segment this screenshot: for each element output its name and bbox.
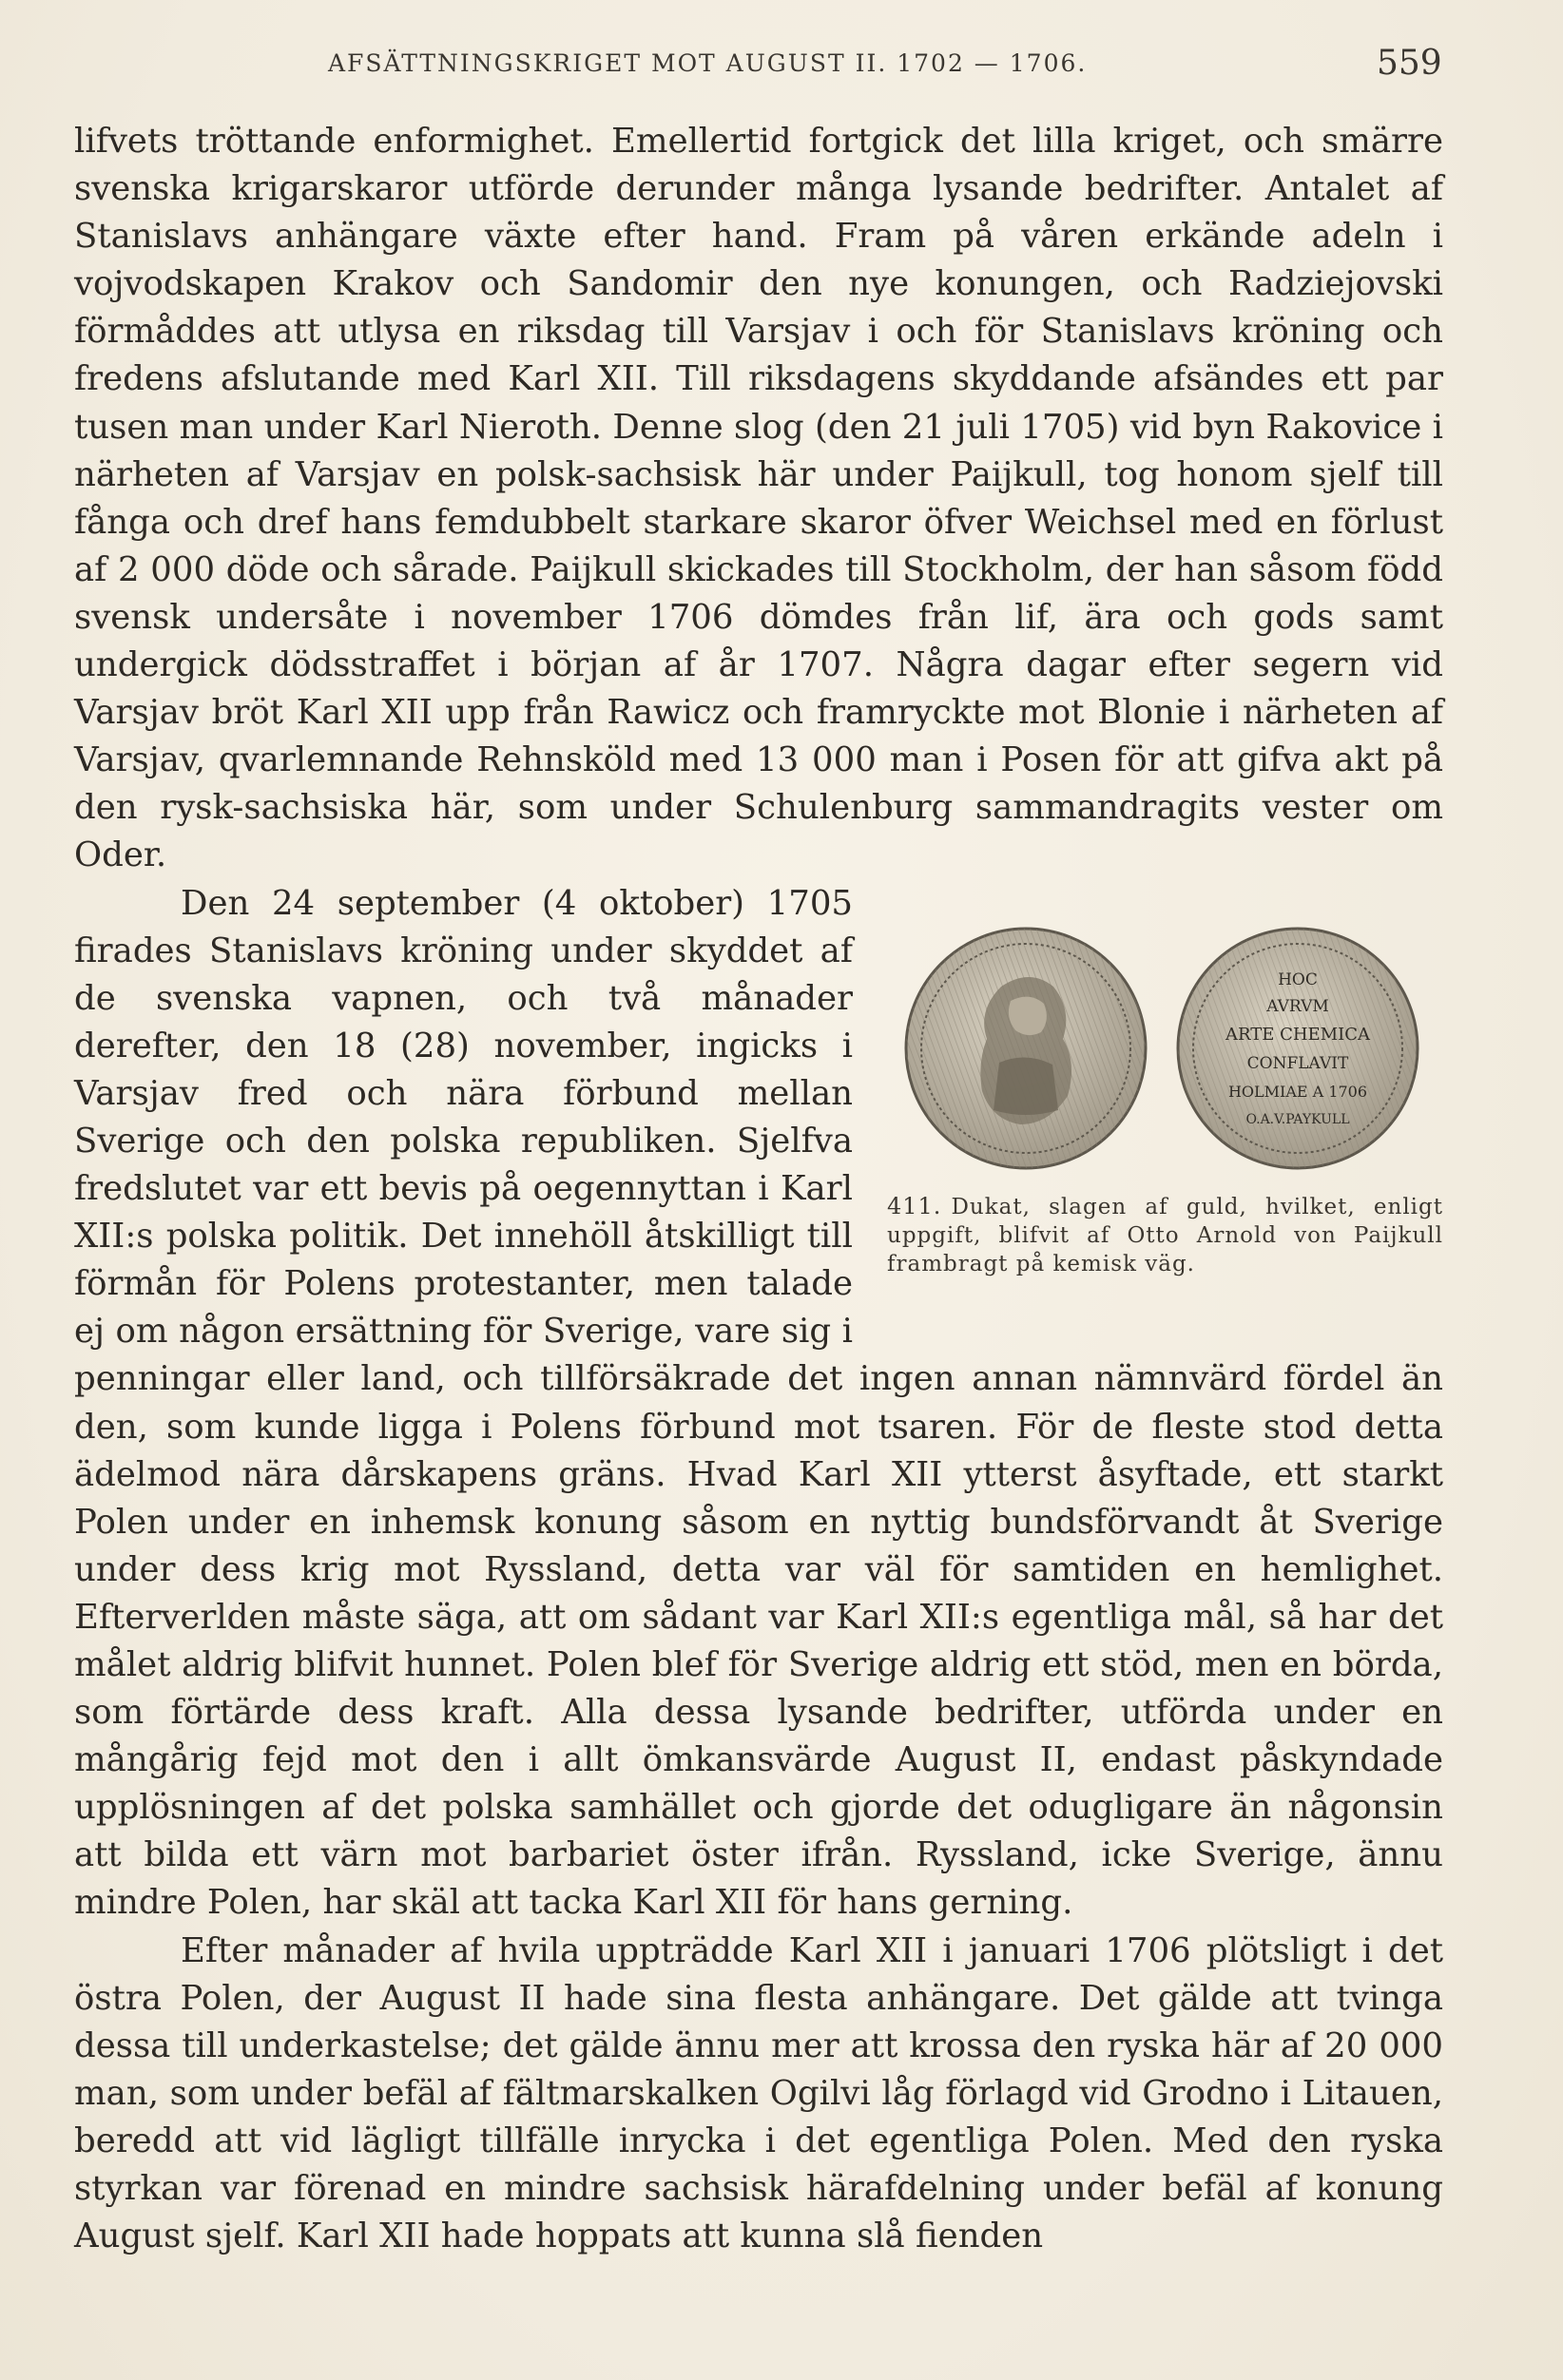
coin-illustration [887, 920, 1443, 1177]
paragraph-2: Den 24 september (4 oktober) 1705 firades Stanislavs kröning under skyddet af de svenska vapnen, och två månader derefter, den 18 (28) november, ingicks i Varsjav fred och nära förbund mellan Sverige och den polska republiken. Sjelfva fredslutet var ett bevis på oegennyttan i Karl XII:s polska politik. Det innehöll åtskilligt till förmån för Polens protestanter, men talade ej om någon ersättning för Sverige, vare sig i penningar eller land, och tillförsäkrade det ingen annan nämnvärd fördel än den, som kunde ligga i Polens förbund mot tsaren. För de fleste stod detta ädelmod nära dårskapens gräns. Hvad Karl XII ytterst åsyftade, ett starkt Polen under en inhemsk konung såsom en nyttig bundsförvandt åt Sverige under dess krig mot Ryssland, detta var väl för samtiden en hemlighet. Efterverlden måste säga, att om sådant var Karl XII:s egentliga mål, så har det målet aldrig blifvit hunnet. Polen blef för Sverige aldrig ett stöd, men en börda, som förtärde dess kraft. Alla dessa lysande bedrifter, utförda under en mångårig fejd mot den i allt ömkansvärde August II, endast påskyndade upplösningen af det polska samhället och gjorde det odugligare än någonsin att bilda ett värn mot barbariet öster ifrån. Ryssland, icke Sverige, ännu mindre Polen, har skäl att tacka Karl XII för hans gerning. [74, 883, 1443, 1923]
paragraph-3: Efter månader af hvila uppträdde Karl XII i januari 1706 plötsligt i det östra Polen, der August II hade sina flesta anhängare. Det gälde att tvinga dessa till underkastelse; det gälde ännu mer att krossa den ryska här af 20 000 man, som under befäl af fältmarskalken Ogilvi låg förlagd vid Grodno i Litauen, beredd att vid lägligt tillfälle inrycka i det egentliga Polen. Med den ryska styrkan var förenad en mindre sachsisk härafdelning under befäl af konung August sjelf. Karl XII hade hoppats att kunna slå fienden [74, 1930, 1443, 2256]
coin-reverse [1178, 929, 1418, 1168]
coin-line-3: ARTE CHEMICA [1225, 1024, 1371, 1045]
figure-caption-text: Dukat, slagen af guld, hvilket, enligt uppgift, blifvit af Otto Arnold von Paijkull frambragt på kemisk väg. [887, 1194, 1443, 1276]
coin-obverse [906, 929, 1146, 1168]
figure-caption [887, 1192, 1443, 1278]
page-number: 559 [1377, 44, 1442, 83]
coin-line-6: O.A.V.PAYKULL [1245, 1111, 1350, 1127]
figure-number: 411. [887, 1192, 942, 1219]
paragraph-1: lifvets tröttande enformighet. Emellertid fortgick det lilla kriget, och smärre svenska krigarskaror utförde derunder många lysande bedrifter. Antalet af Stanislavs anhängare växte efter hand. Fram på våren erkände adeln i vojvodskapen Krakov och Sandomir den nye konungen, och Radziejovski förmåddes att utlysa en riksdag till Varsjav i och för Stanislavs kröning och fredens afslutande med Karl XII. Till riksdagens skyddande afsändes ett par tusen man under Karl Nieroth. Denne slog (den 21 juli 1705) vid byn Rakovice i närheten af Varsjav en polsk-sachsisk här under Paijkull, tog honom sjelf till fånga och dref hans femdubbelt starkare skaror öfver Weichsel med en förlust af 2 000 döde och sårade. Paijkull skickades till Stockholm, der han såsom född svensk undersåte i november 1706 dömdes från lif, ära och gods samt undergick dödsstraffet i början af år 1707. Några dagar efter segern vid Varsjav bröt Karl XII upp från Rawicz och framryckte mot Blonie i närheten af Varsjav, qvarlemnande Rehnsköld med 13 000 man i Posen för att gifva akt på den rysk-sachsiska här, som under Schulenburg sammandragits vester om Oder. [74, 122, 1443, 875]
body-text [74, 118, 1443, 2260]
running-head: AFSÄTTNINGSKRIGET MOT AUGUST II. 1702 — 1706. [328, 49, 1088, 77]
coin-line-5: HOLMIAE A 1706 [1227, 1082, 1368, 1101]
coin-line-1: HOC [1278, 969, 1318, 989]
coin-line-4: CONFLAVIT [1246, 1053, 1349, 1073]
coin-line-2: AVRVM [1266, 996, 1329, 1016]
coin-figure [887, 920, 1443, 1327]
coin-images [887, 920, 1443, 1177]
